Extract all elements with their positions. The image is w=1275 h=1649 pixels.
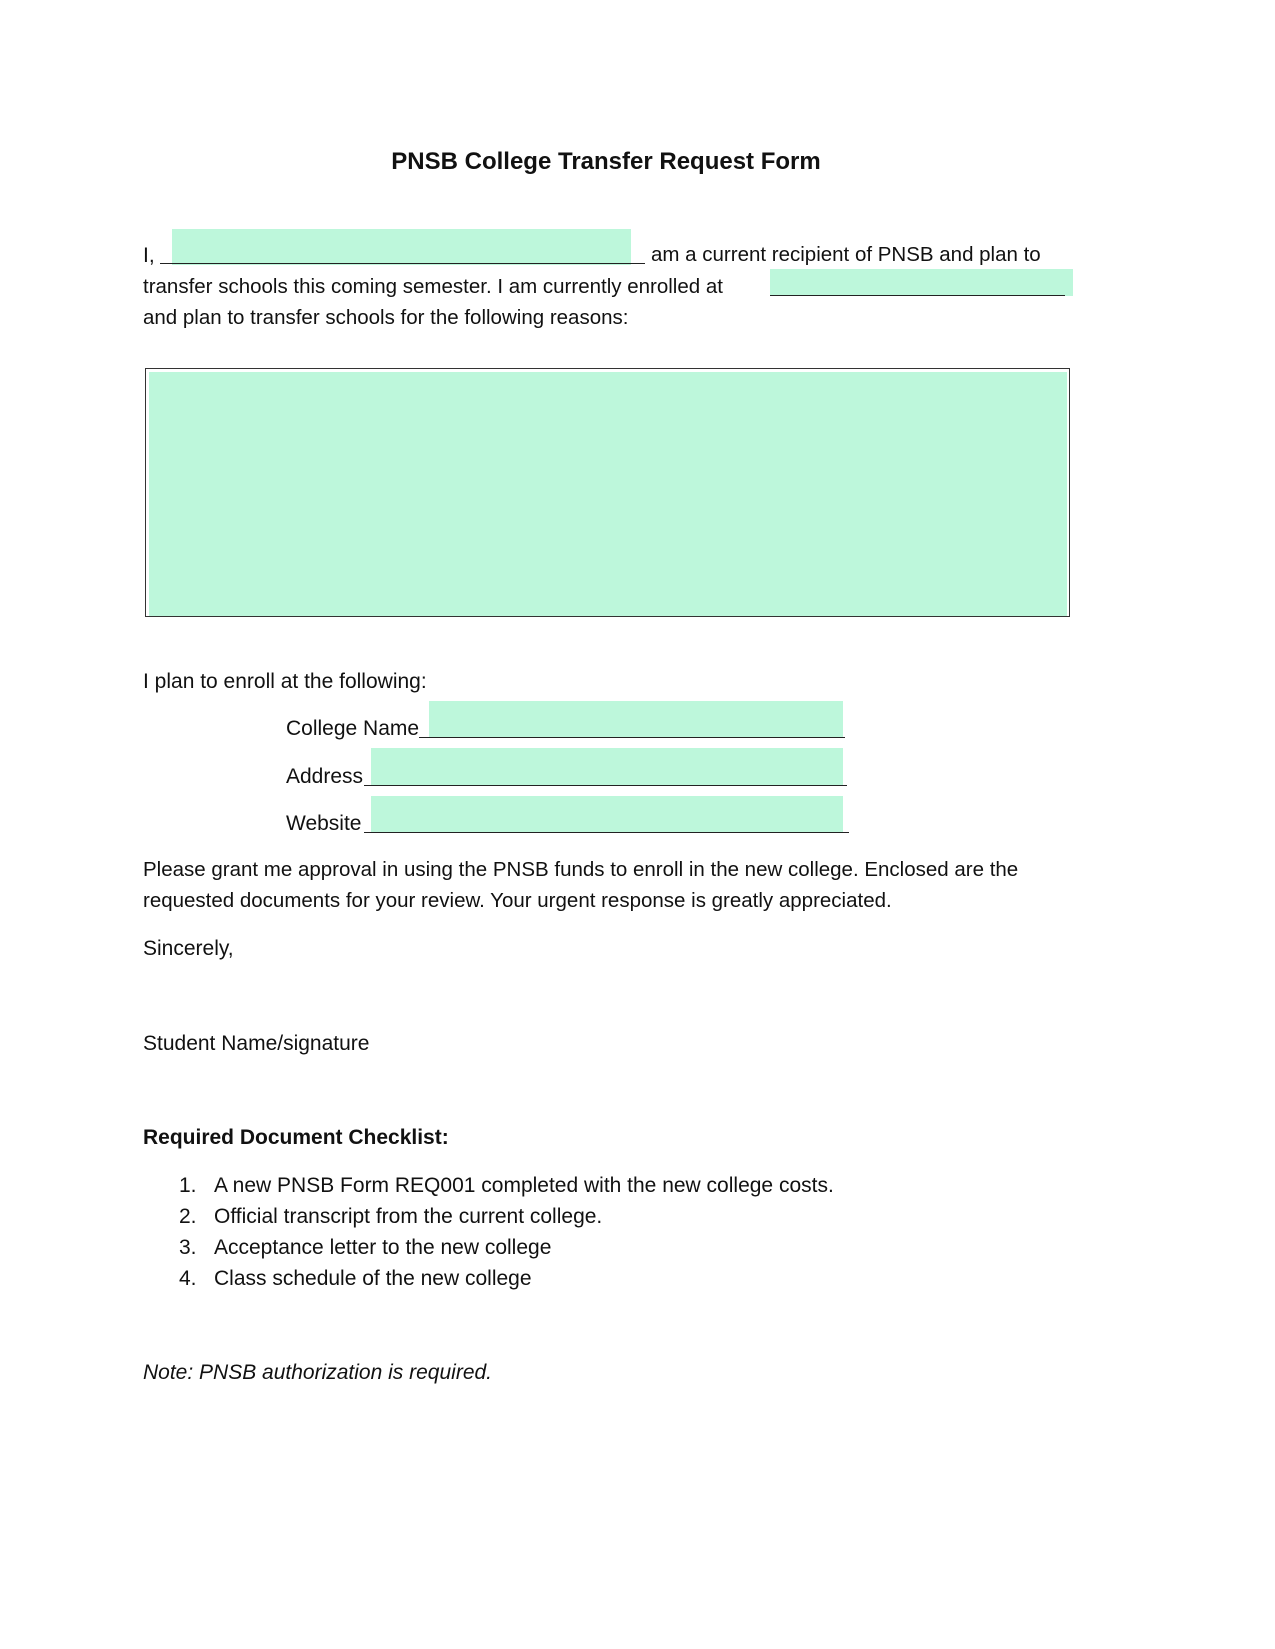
checklist-item: A new PNSB Form REQ001 completed with the new college costs. (214, 1174, 834, 1197)
college-name-label: College Name (286, 717, 420, 740)
checklist-num: 1. (179, 1174, 197, 1197)
closing-line1: Please grant me approval in using the PNSB funds to enroll in the new college. Enclosed are the (143, 858, 1019, 881)
intro-line2: transfer schools this coming semester. I am currently enrolled at (143, 275, 723, 298)
address-label: Address (286, 765, 364, 788)
website-label: Website (286, 812, 362, 835)
checklist-item: Official transcript from the current college. (214, 1205, 603, 1228)
enroll-heading: I plan to enroll at the following: (143, 670, 427, 693)
intro-line3: and plan to transfer schools for the following reasons: (143, 306, 629, 329)
authorization-note: Note: PNSB authorization is required. (143, 1361, 493, 1384)
checklist-item: Class schedule of the new college (214, 1267, 532, 1290)
reasons-textarea[interactable] (145, 368, 1070, 617)
intro-prefix: I, (143, 244, 155, 267)
website-field[interactable] (371, 796, 843, 832)
college-name-field[interactable] (429, 701, 843, 737)
current-college-field[interactable] (770, 269, 1073, 296)
checklist-num: 4. (179, 1267, 197, 1290)
student-name-field[interactable] (172, 229, 631, 265)
current-college-underline (770, 295, 1065, 296)
student-name-underline (160, 263, 645, 264)
sincerely: Sincerely, (143, 937, 234, 960)
intro-line1-suffix: am a current recipient of PNSB and plan to (651, 243, 1041, 266)
page-title: PNSB College Transfer Request Form (391, 148, 821, 175)
checklist-num: 3. (179, 1236, 197, 1259)
address-underline (364, 785, 847, 786)
reasons-field[interactable] (149, 372, 1067, 616)
signature-label: Student Name/signature (143, 1032, 370, 1055)
college-name-underline (419, 737, 845, 738)
checklist-heading: Required Document Checklist: (143, 1126, 449, 1149)
address-field[interactable] (371, 748, 843, 785)
checklist-item: Acceptance letter to the new college (214, 1236, 552, 1259)
checklist-num: 2. (179, 1205, 197, 1228)
closing-line2: requested documents for your review. Your urgent response is greatly appreciated. (143, 889, 892, 912)
website-underline (364, 832, 849, 833)
